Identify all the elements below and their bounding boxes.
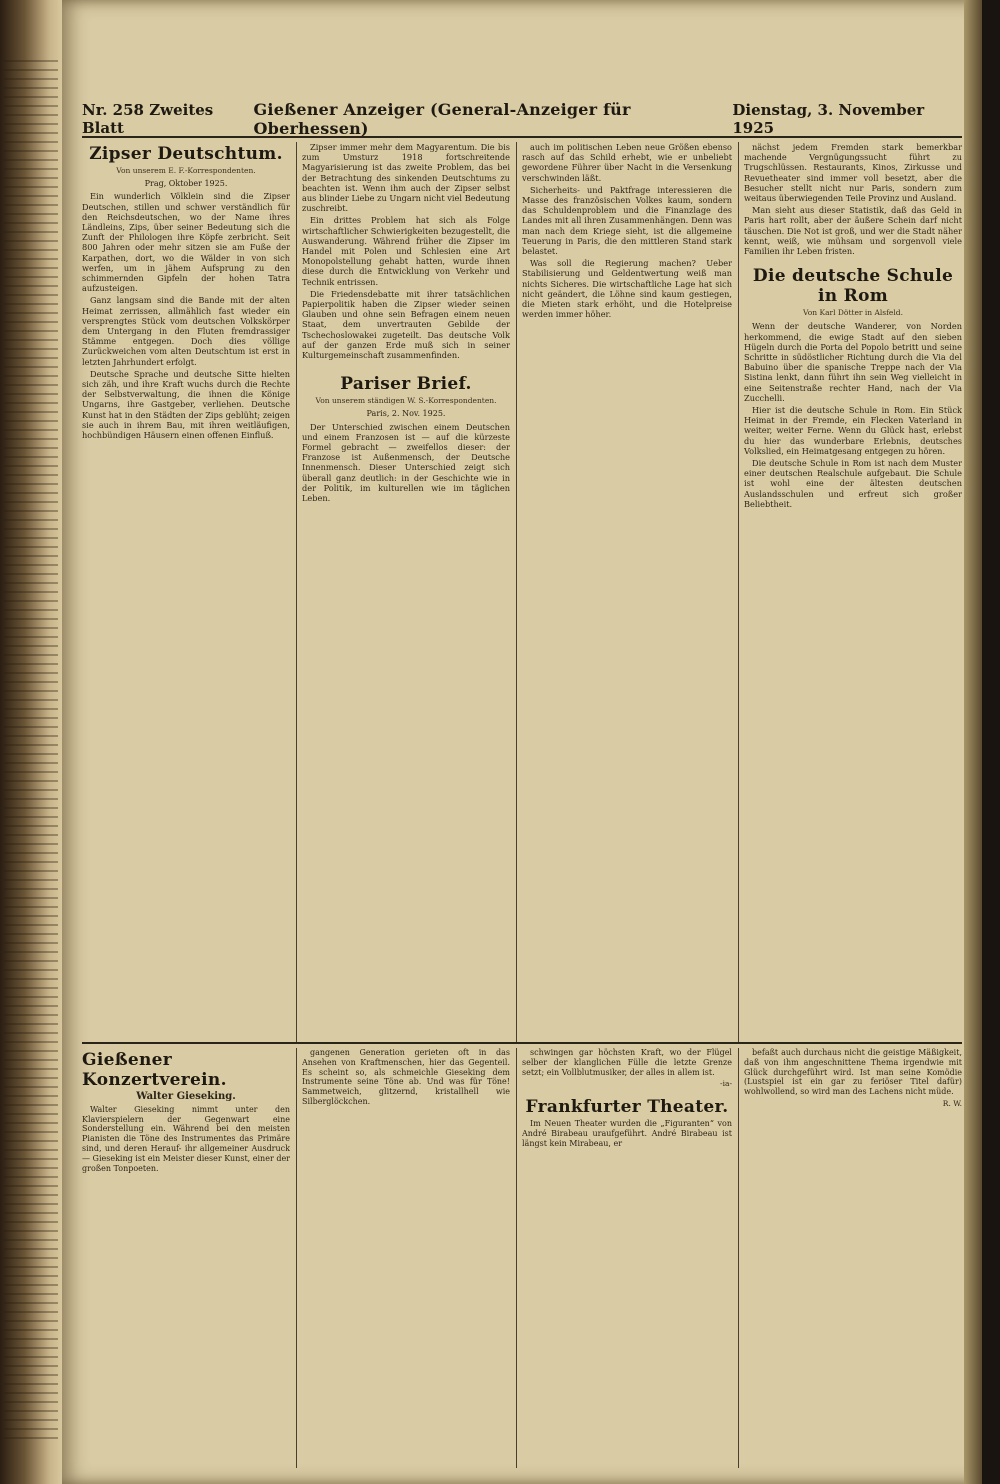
column-konzert-2: [302, 1048, 510, 1468]
paris-byline: Von unserem ständigen W. S.-Korrespondenten.: [315, 396, 497, 406]
adjacent-page-text: [4, 60, 58, 1440]
theater-paragraph: Im Neuen Theater wurden die „Figuranten“ von André Birabeau uraufgeführt. André Birabeau ist längst kein Mirabeau, er: [522, 1119, 732, 1148]
theater-title: Frankfurter Theater.: [525, 1097, 729, 1118]
paris-paragraph: Sicherheits- und Paktfrage interessieren die Masse des französischen Volkes kaum, sondern das Schuldenproblem und die Finanzlage des Landes mit all ihren Zusammenhängen. Denn was man nach dem Kriege sieht, ist die allgemeine Teuerung in Paris, die den mittleren Stand stark belastet.: [522, 184, 732, 257]
column-konzert: [82, 1048, 290, 1468]
konzert-subtitle: Walter Gieseking.: [136, 1091, 236, 1102]
column-rule: [516, 1048, 517, 1468]
konzert-paragraph: schwingen gar höchsten Kraft, wo der Flügel selber der klanglichen Fülle die letzte Grenze setzt; ein Vollblutmusiker, der alles in allem ist.: [522, 1048, 732, 1077]
paris-title: Pariser Brief.: [340, 374, 472, 395]
magyar-paragraph: Zipser immer mehr dem Magyarentum. Die bis zum Umsturz 1918 fortschreitende Magyarisierung ist das zweite Problem, das bei der Betrachtung des sinkenden Deutschtums zu beachten ist. Wenn ihm auch der Zipser selbst aus blinder Liebe zu Ungarn nicht viel Bedeutung zuschreibt.: [302, 142, 510, 214]
paris-paragraph: auch im politischen Leben neue Größen ebenso rasch auf das Schild erhebt, wie er unbeliebt gewordene Führer über Nacht in die Versenkung verschwinden läßt.: [522, 142, 732, 183]
zipser-title: Zipser Deutschtum.: [89, 144, 283, 164]
rom-byline: Von Karl Dötter in Alsfeld.: [803, 308, 903, 318]
rom-paragraph: Hier ist die deutsche Schule in Rom. Ein Stück Heimat in der Fremde, ein Flecken Vaterland in weiter, weiter Ferne. Wenn du Glück hast, erlebst du hier das wunderbare Erlebnis, deutsches Volkslied, ein Heimatgesang entgegen zu hören.: [744, 405, 962, 456]
rom-title: Die deutsche Schule in Rom: [752, 266, 954, 307]
theater-signature: R. W.: [942, 1098, 962, 1108]
issue-number: Nr. 258 Zweites Blatt: [82, 101, 214, 137]
upper-columns: [82, 142, 962, 1042]
paris-paragraph: Was soll die Regierung machen? Ueber Stabilisierung und Geldentwertung weiß man nichts Sicheres. Die wirtschaftliche Lage hat sich nicht geändert, die Löhne sind kaum gestiegen, die Mieten stark erhöht, und die Hotelpreise werden immer höher.: [522, 258, 732, 320]
konzert-paragraph: gangenen Generation gerieten oft in das Ansehen von Kraftmenschen, hier das Gegenteil. Es scheint so, als schmeichle Gieseking dem Instrumente seine Töne ab. Und was für Töne! Sammetweich, glitzernd, kristallhell wie Silberglöckchen.: [302, 1048, 510, 1106]
paris-dateline: Paris, 2. Nov. 1925.: [366, 409, 446, 419]
book-binding: [0, 0, 62, 1484]
lower-columns: [82, 1048, 962, 1468]
zipser-paragraph: Ganz langsam sind die Bande mit der alten Heimat zerrissen, allmählich fast wieder ein versprengtes Stück vom deutschen Volkskörper dem Untergang in den Fluten fremdrassiger Stämme entgegen. Doch dies völlige Zurückweichen vom alten Deutschtum ist erst in letzten Jahrhundert erfolgt.: [82, 295, 290, 367]
column-paris-cont: [522, 142, 732, 1042]
paris-paragraph: nächst jedem Fremden stark bemerkbar machende Vergnügungssucht führt zu Trugschlüssen. Restaurants, Kinos, Zirkusse und Revuetheater sind immer voll besetzt, aber die Besucher stellt nicht nur Paris, sondern zum weitaus überwiegenden Teile Provinz und Ausland.: [744, 142, 962, 204]
konzert-signature: -ia-: [720, 1079, 732, 1089]
theater-paragraph: befaßt auch durchaus nicht die geistige Mäßigkeit, daß von ihm angeschnittene Thema irgendwie mit Glück durchgeführt wird. Ist man seine Komödie (Lustspiel ist ein gar zu feriöser Titel dafür) wohlwollend, so wird man des Lachens nicht müde.: [744, 1048, 962, 1097]
column-konzert-3: [522, 1048, 732, 1468]
newspaper-page: [62, 0, 982, 1484]
masthead: [82, 102, 962, 138]
column-rule: [296, 1048, 297, 1468]
column-rom: [744, 142, 962, 1042]
rom-paragraph: Die deutsche Schule in Rom ist nach dem Muster einer deutschen Realschule aufgebaut. Die Schule ist wohl eine der ältesten deutschen Auslandsschulen und erfreut sich großer Beliebtheit.: [744, 458, 962, 509]
column-rule: [516, 142, 517, 1042]
rom-paragraph: Wenn der deutsche Wanderer, von Norden herkommend, die ewige Stadt auf den sieben Hügeln durch die Porta del Popolo betritt und seine Schritte in südöstlicher Richtung durch die Via del Babuino über die spanische Treppe nach der Via Sistina lenkt, dann führt ihn sein Weg vielleicht in eine Seitenstraße rechter Hand, nach der Via Zucchelli.: [744, 321, 962, 403]
konzert-title: Gießener Konzertverein.: [82, 1050, 227, 1090]
zipser-paragraph: Ein wunderlich Völklein sind die Zipser Deutschen, stillen und schwer verständlich für den Reichsdeutschen, wo der Name ihres Ländleins, Zips, über seiner Bedeutung sich die Zunft der Philologen ihre Köpfe zerbricht. Seit 800 Jahren oder mehr sitzen sie am Fuße der Karpathen, dort, wo die Wälder in von sich werfen, um in jähem Aufsprung zu den schimmernden Gipfeln der hohen Tatra aufzusteigen.: [82, 191, 290, 294]
magyar-paragraph: Ein drittes Problem hat sich als Folge wirtschaftlicher Schwierigkeiten bezugestellt, die Auswanderung. Während früher die Zipser im Handel mit Polen und Schlesien eine Art Monopolstellung gehabt hatten, wurde ihnen diese durch die Entwicklung von Verkehr und Technik entrissen.: [302, 215, 510, 287]
paris-paragraph: Der Unterschied zwischen einem Deutschen und einem Franzosen ist — auf die kürzeste Formel gebracht — zweifellos dieser: der Franzose ist Außenmensch, der Deutsche Innenmensch. Dieser Unterschied zeigt sich überall ganz deutlich: in der Geschichte wie in der Politik, im kulturellen wie im täglichen Leben.: [302, 421, 510, 504]
column-rule: [296, 142, 297, 1042]
zipser-paragraph: Deutsche Sprache und deutsche Sitte hielten sich zäh, und ihre Kraft wuchs durch die Rechte der Selbstverwaltung, die ihnen die Könige Ungarns, ihre Gastgeber, verliehen. Deutsche Kunst hat in den Städten der Zips geblüht; zeigen sie auch in ihrem Bau, mit ihren weitläufigen, hochbündigen Häusern einen offenen Einfluß.: [82, 368, 290, 441]
column-zipser: [82, 142, 290, 1042]
magyar-paragraph: Die Friedensdebatte mit ihrer tatsächlichen Papierpolitik haben die Zipser wieder seinen Glauben und ohne sein Befragen einem neuen Staat, dem unvertrauten Gebilde der Tschechoslowakei zugeteilt. Das deutsche Volk auf der ganzen Erde muß sich in seiner Kulturgemeinschaft zusammenfinden.: [302, 288, 510, 361]
zipser-byline: Von unserem E. F.-Korrespondenten.: [116, 166, 256, 175]
newspaper-title: Gießener Anzeiger (General-Anzeiger für Oberhessen): [253, 100, 631, 138]
paris-paragraph: Man sieht aus dieser Statistik, daß das Geld in Paris hart rollt, aber der äußere Schein darf nicht täuschen. Die Not ist groß, und wer die Stadt näher kennt, weiß, wie mühsam und sorgenvoll viele Familien ihr Leben fristen.: [744, 205, 962, 257]
zipser-dateline: Prag, Oktober 1925.: [144, 179, 228, 189]
page-edge: [964, 0, 982, 1484]
column-rule: [738, 142, 739, 1042]
column-rule: [738, 1048, 739, 1468]
column-magyar: [302, 142, 510, 1042]
konzert-paragraph: Walter Gieseking nimmt unter den Klavierspielern der Gegenwart eine Sonderstellung ein. Während bei den meisten Pianisten die Töne des Instrumentes das Primäre sind, und deren Herauf- ihr allgemeiner Ausdruck — Gieseking ist ein Meister dieser Kunst, einer der großen Tonpoeten.: [82, 1104, 290, 1173]
section-divider: [82, 1042, 962, 1044]
issue-date: Dienstag, 3. November 1925: [732, 101, 925, 137]
column-theater-cont: [744, 1048, 962, 1468]
